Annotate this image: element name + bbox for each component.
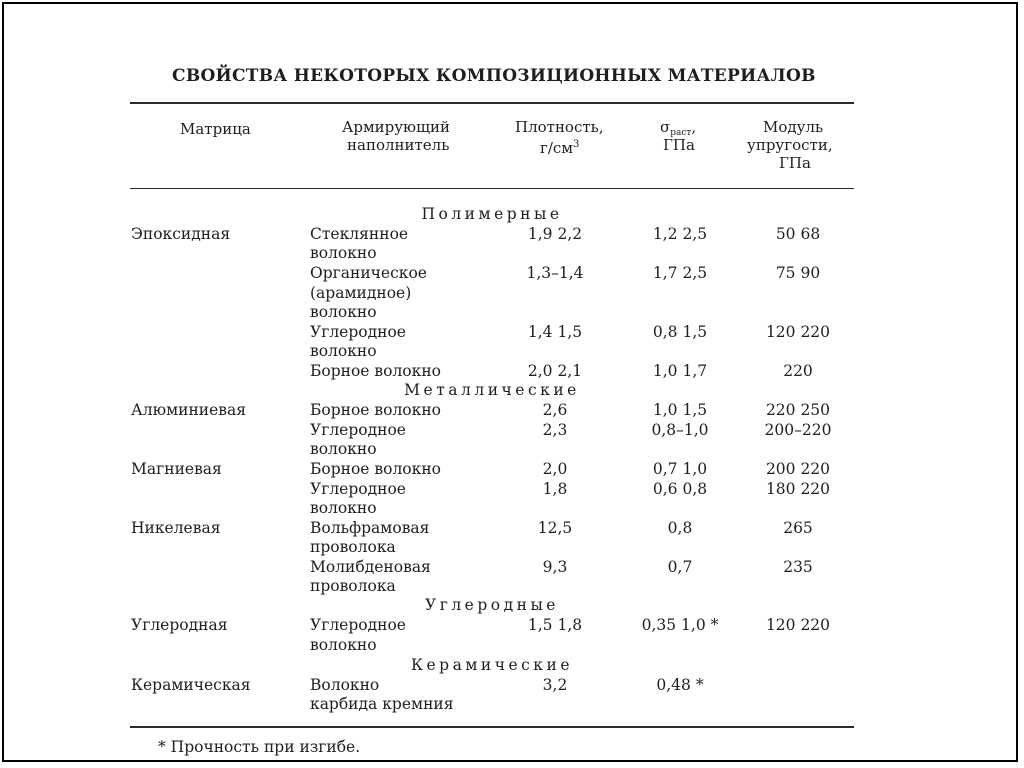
row-2-strength: 0,8 1,5 (652, 323, 708, 341)
header-density-line2 (540, 136, 579, 157)
header-density-unit: г/см (540, 139, 573, 157)
row-8-matrix: Никелевая (131, 519, 221, 537)
header-density-exp: 3 (572, 139, 580, 150)
row-2-filler-line2: волокно (310, 342, 377, 360)
row-1-strength: 1,7 2,5 (652, 264, 708, 282)
row-0-matrix: Эпоксидная (131, 225, 231, 243)
row-6-matrix: Магниевая (131, 460, 222, 478)
row-10-filler-line1: Углеродное (310, 616, 406, 634)
row-5-strength: 0,8–1,0 (651, 421, 709, 439)
row-9-density: 9,3 (542, 558, 568, 576)
header-rule (130, 188, 854, 189)
row-5-modulus: 200–220 (764, 421, 832, 439)
row-3-density: 2,0 2,1 (527, 362, 583, 380)
row-4-filler-line1: Борное волокно (310, 401, 441, 419)
row-9-filler-line1: Молибденовая (310, 558, 431, 576)
row-8-modulus: 265 (783, 519, 813, 537)
row-6-strength: 0,7 1,0 (652, 460, 708, 478)
row-3-filler-line1: Борное волокно (310, 362, 441, 380)
header-modulus-line2: упругости, (747, 136, 833, 154)
row-7-modulus: 180 220 (765, 480, 831, 498)
row-2-modulus: 120 220 (765, 323, 831, 341)
row-7-filler-line1: Углеродное (310, 480, 406, 498)
header-matrix: Матрица (180, 120, 251, 138)
row-10-matrix: Углеродная (131, 616, 228, 634)
row-7-density: 1,8 (542, 480, 568, 498)
row-10-filler-line2: волокно (310, 636, 377, 654)
row-2-filler-line1: Углеродное (310, 323, 406, 341)
row-5-density: 2,3 (542, 421, 568, 439)
row-0-strength: 1,2 2,5 (652, 225, 708, 243)
row-1-filler-line2: (арамидное) (310, 284, 412, 302)
row-6-filler-line1: Борное волокно (310, 460, 441, 478)
group-metallic: Металлические (404, 381, 580, 399)
row-10-density: 1,5 1,8 (527, 616, 583, 634)
header-filler-line1: Армирующий (342, 118, 451, 136)
row-3-modulus: 220 (783, 362, 813, 380)
row-0-modulus: 50 68 (775, 225, 821, 243)
row-9-filler-line2: проволока (310, 577, 396, 595)
row-6-density: 2,0 (542, 460, 568, 478)
group-ceramic: Керамические (410, 656, 573, 674)
row-10-modulus: 120 220 (765, 616, 831, 634)
row-5-filler-line1: Углеродное (310, 421, 406, 439)
row-1-filler-line1: Органическое (310, 264, 427, 282)
header-modulus-line1: Модуль (763, 118, 824, 136)
row-6-modulus: 200 220 (765, 460, 831, 478)
row-9-modulus: 235 (783, 558, 813, 576)
row-11-strength: 0,48 * (656, 676, 704, 694)
header-modulus-line3: ГПа (779, 154, 811, 172)
row-1-filler-line3: волокно (310, 303, 377, 321)
row-8-filler-line1: Вольфрамовая (310, 519, 430, 537)
row-11-filler-line1: Волокно (310, 676, 380, 694)
row-0-filler-line1: Стеклянное (310, 225, 409, 243)
header-strength-comma: , (691, 118, 697, 136)
row-4-matrix: Алюминиевая (131, 401, 247, 419)
row-8-density: 12,5 (537, 519, 573, 537)
row-10-strength: 0,35 1,0 * (641, 616, 719, 634)
row-2-density: 1,4 1,5 (527, 323, 583, 341)
row-8-filler-line2: проволока (310, 538, 396, 556)
row-4-modulus: 220 250 (765, 401, 831, 419)
row-9-strength: 0,7 (667, 558, 693, 576)
row-4-density: 2,6 (542, 401, 568, 419)
row-5-filler-line2: волокно (310, 440, 377, 458)
row-11-density: 3,2 (542, 676, 568, 694)
table-title: СВОЙСТВА НЕКОТОРЫХ КОМПОЗИЦИОННЫХ МАТЕРИАЛОВ (172, 66, 816, 86)
row-11-matrix: Керамическая (131, 676, 251, 694)
bottom-rule (130, 726, 854, 728)
row-1-modulus: 75 90 (775, 264, 821, 282)
header-strength-symbol: σ (660, 118, 671, 136)
header-strength-line2: ГПа (663, 136, 695, 154)
header-filler-line2: наполнитель (347, 136, 450, 154)
row-0-filler-line2: волокно (310, 244, 377, 262)
row-11-filler-line2: карбида кремния (310, 695, 454, 713)
row-3-strength: 1,0 1,7 (652, 362, 708, 380)
footnote: * Прочность при изгибе. (158, 738, 361, 756)
row-8-strength: 0,8 (667, 519, 693, 537)
header-density-line1: Плотность, (515, 118, 604, 136)
group-carbon: Углеродные (425, 596, 559, 614)
row-0-density: 1,9 2,2 (527, 225, 583, 243)
group-polymer: Полимерные (421, 205, 563, 223)
row-7-filler-line2: волокно (310, 499, 377, 517)
row-7-strength: 0,6 0,8 (652, 480, 708, 498)
top-rule (130, 102, 854, 104)
row-1-density: 1,3–1,4 (526, 264, 584, 282)
row-4-strength: 1,0 1,5 (652, 401, 708, 419)
header-strength-subscript: раст (670, 128, 692, 138)
